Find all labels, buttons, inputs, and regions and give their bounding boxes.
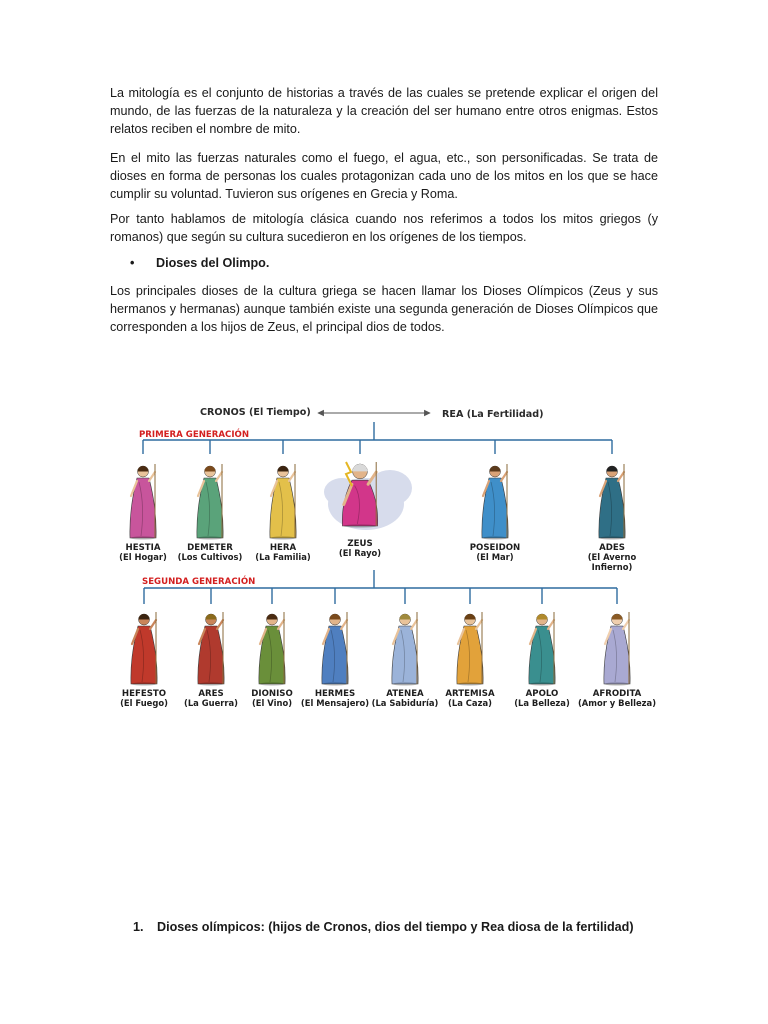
intro-paragraph: La mitología es el conjunto de historias a través de las cuales se pretende explicar el origen del mundo, de las fuerzas de la naturaleza y la creación del ser humano entre otros enigmas. Estos relatos reciben el nombre de mito. — [110, 86, 658, 136]
god-hestia-role: (El Hogar) — [119, 552, 167, 562]
bullet-icon: • — [130, 256, 135, 270]
god-afrodita-role: (Amor y Belleza) — [577, 698, 657, 708]
god-poseidon-role: (El Mar) — [476, 552, 514, 562]
god-hermes-name: HERMES — [314, 689, 356, 699]
god-hera-name: HERA — [269, 543, 297, 553]
god-afrodita-name: AFRODITA — [592, 689, 642, 699]
god-dioniso-role: (El Vino) — [251, 698, 293, 708]
god-poseidon-name: POSEIDON — [469, 543, 521, 553]
god-artemisa-figure — [457, 612, 483, 686]
bullet-heading-text: Dioses del Olimpo. — [156, 256, 270, 270]
god-artemisa-name: ARTEMISA — [445, 689, 495, 699]
god-dioniso-name: DIONISO — [251, 689, 293, 699]
god-ades-role: (El Averno — [587, 552, 637, 562]
figures-layer — [130, 462, 630, 686]
god-atenea-role: (La Sabiduría) — [371, 698, 439, 708]
rea-label: REA (La Fertilidad) — [442, 409, 544, 420]
god-ares-name: ARES — [198, 689, 224, 699]
god-demeter-role: (Los Cultivos) — [177, 552, 243, 562]
god-artemisa-role: (La Caza) — [448, 698, 492, 708]
god-zeus-figure — [324, 462, 412, 530]
god-hefesto-role: (El Fuego) — [120, 698, 168, 708]
god-afrodita-figure — [604, 612, 630, 686]
god-ades-role-2: Infierno) — [591, 562, 633, 572]
olympian-family-tree — [112, 392, 658, 716]
cronos-label: CRONOS (El Tiempo) — [200, 407, 311, 418]
personification-paragraph: En el mito las fuerzas naturales como el fuego, el agua, etc., son personificadas. Se trata de dioses en forma de personas los cuales protagonizan cada uno de los mitos en los que se hace cumplir su voluntad. Tuvieron sus orígenes en Grecia y Roma. — [110, 151, 658, 201]
god-ares-figure — [198, 612, 224, 686]
god-hera-role: (La Familia) — [255, 552, 311, 562]
god-hefesto-figure — [131, 612, 157, 686]
god-hermes-role: (El Mensajero) — [300, 698, 370, 708]
god-ares-role: (La Guerra) — [184, 698, 238, 708]
god-ades-name: ADES — [599, 543, 625, 553]
god-apolo-name: APOLO — [525, 689, 559, 699]
god-demeter-name: DEMETER — [187, 543, 233, 553]
numbered-heading — [133, 920, 634, 934]
classical-mythology-paragraph: Por tanto hablamos de mitología clásica cuando nos referimos a todos los mitos griegos (y romanos) que según su cultura sucedieron en los orígenes de los tiempos. — [110, 212, 658, 244]
god-zeus-name: ZEUS — [347, 539, 373, 549]
god-hera-figure — [270, 464, 296, 540]
principal-gods-paragraph: Los principales dioses de la cultura griega se hacen llamar los Dioses Olímpicos (Zeus y sus hermanos y hermanas) aunque también existe una segunda generación de Dioses Olímpicos que corresponden a los hijos de Zeus, el principal dios de todos. — [110, 284, 658, 334]
second-generation-label: SEGUNDA GENERACIÓN — [142, 577, 256, 587]
god-ades-figure — [599, 464, 625, 540]
family-tree-graphic — [112, 392, 658, 716]
first-generation-label: PRIMERA GENERACIÓN — [139, 430, 250, 440]
god-demeter-figure — [197, 464, 223, 540]
god-atenea-figure — [392, 612, 418, 686]
god-apolo-figure — [529, 612, 555, 686]
god-dioniso-figure — [259, 612, 285, 686]
god-hestia-name: HESTIA — [125, 543, 161, 553]
god-hestia-figure — [130, 464, 156, 540]
god-apolo-role: (La Belleza) — [514, 698, 570, 708]
god-hefesto-name: HEFESTO — [121, 689, 167, 699]
list-number: 1. — [133, 920, 144, 934]
god-atenea-name: ATENEA — [386, 689, 424, 699]
bullet-heading — [130, 256, 269, 270]
god-poseidon-figure — [482, 464, 508, 540]
god-zeus-role: (El Rayo) — [338, 548, 382, 558]
god-hermes-figure — [322, 612, 348, 686]
numbered-heading-text: Dioses olímpicos: (hijos de Cronos, dios del tiempo y Rea diosa de la fertilidad) — [157, 920, 634, 934]
